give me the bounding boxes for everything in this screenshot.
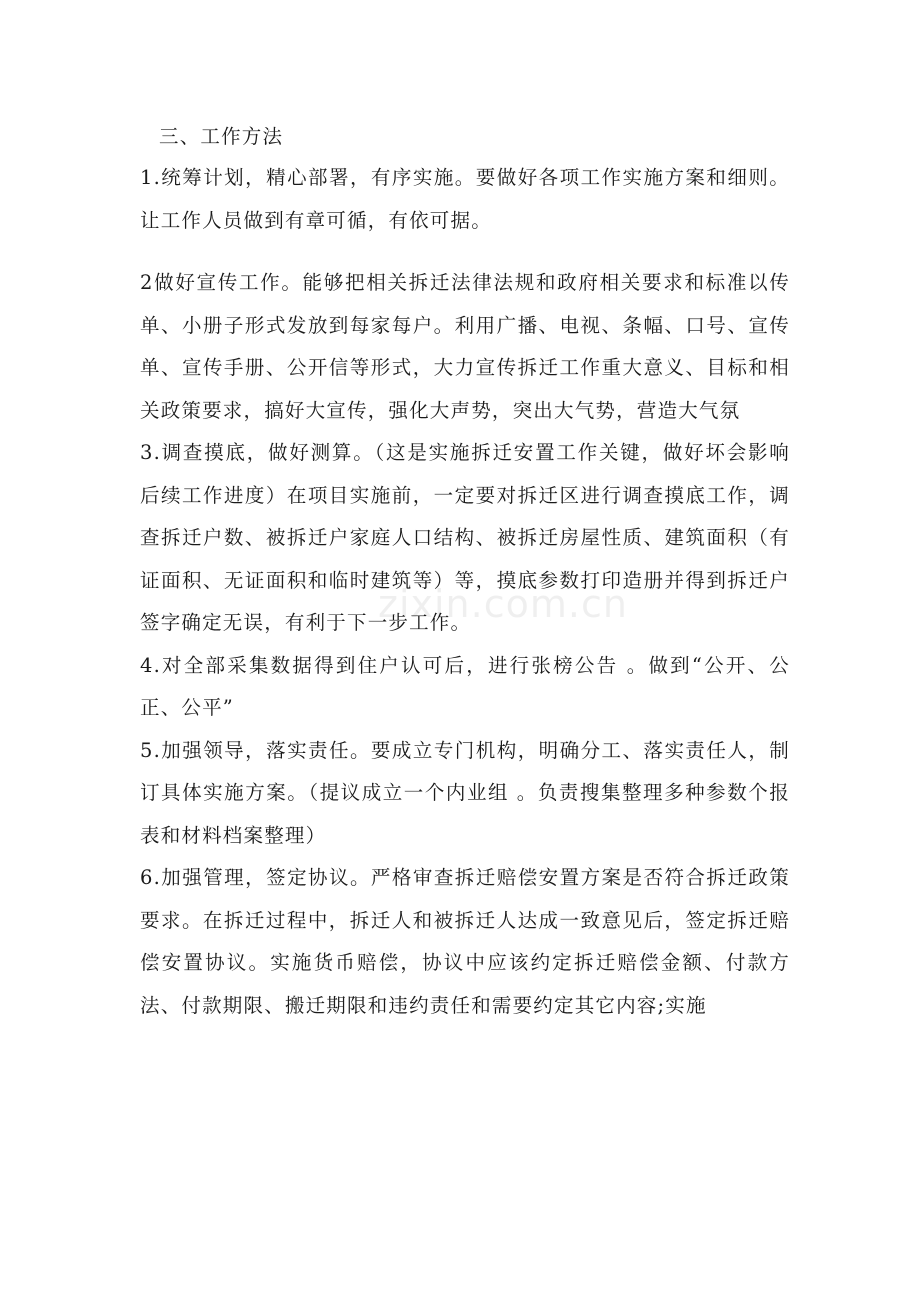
paragraph-2-publicity: 2做好宣传工作。能够把相关拆迁法律法规和政府相关要求和标准以传单、小册子形式发放到每家每户。利用广播、电视、条幅、口号、宣传单、宣传手册、公开信等形式，大力宣传拆迁工作重大意义、目标和相关政策要求，搞好大宣传，强化大声势，突出大气势，营造大气氛 [140, 271, 790, 422]
watermark: zixin.com.cn [378, 582, 628, 626]
paragraph-4-announcement: 4.对全部采集数据得到住户认可后，进行张榜公告 。做到“公开、公正、公平” [140, 653, 790, 719]
paragraph-3-survey: 3.调查摸底，做好测算。（这是实施拆迁安置工作关键，做好坏会影响后续工作进度）在项目实施前，一定要对拆迁区进行调查摸底工作，调查拆迁户数、被拆迁户家庭人口结构、被拆迁房屋性质、建筑面积（有证面积、无证面积和临时建筑等）等，摸底参数打印造册并得到拆迁户签字确定无误，有利于下一步工作。 [140, 441, 790, 634]
section-heading: 三、工作方法 [159, 125, 284, 148]
paragraph-1-plan: 1.统筹计划，精心部署，有序实施。要做好各项工作实施方案和细则。让工作人员做到有章可循，有依可据。 [140, 166, 790, 232]
paragraph-5-leadership: 5.加强领导，落实责任。要成立专门机构，明确分工、落实责任人，制订具体实施方案。（提议成立一个内业组 。负责搜集整理多种参数个报表和材料档案整理） [140, 738, 790, 847]
document-body [140, 117, 790, 1027]
paragraph-6-management: 6.加强管理，签定协议。严格审查拆迁赔偿安置方案是否符合拆迁政策要求。在拆迁过程中，拆迁人和被拆迁人达成一致意见后，签定拆迁赔偿安置协议。实施货币赔偿，协议中应该约定拆迁赔偿金额、付款方法、付款期限、搬迁期限和违约责任和需要约定其它内容;实施 [140, 866, 790, 1017]
